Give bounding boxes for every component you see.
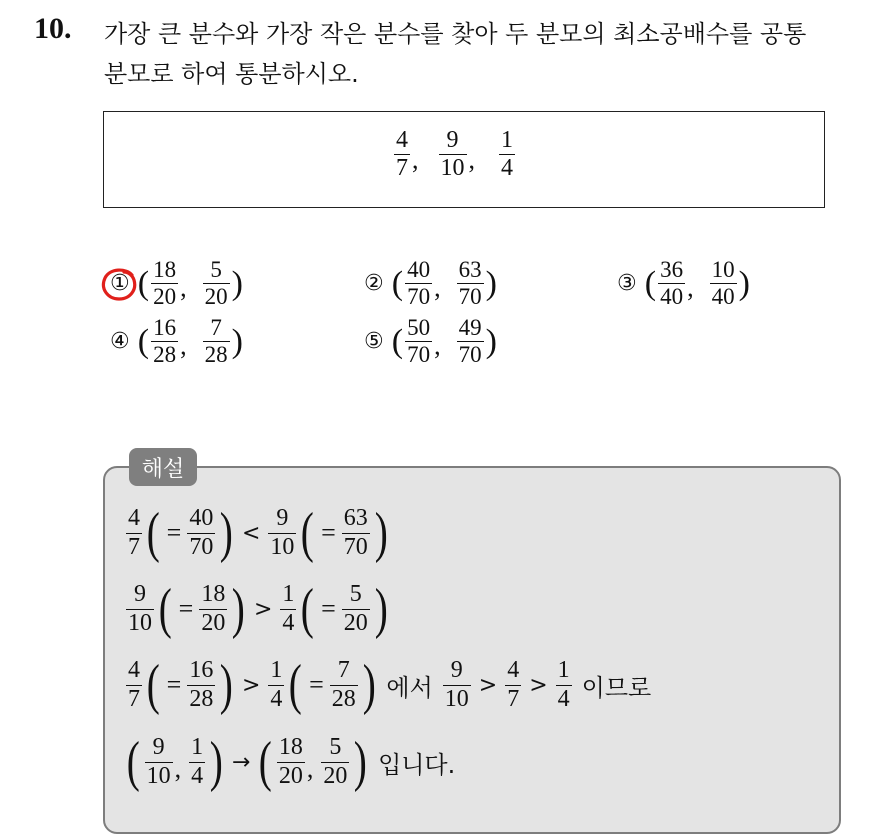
choice-5[interactable]: ⑤ ( $\frac{50}{70}$ , $\frac{49}{70}$ ) <box>364 315 497 368</box>
explanation-line-1: $\frac{4}{7}$ ( = $\frac{40}{70}$ ) < $\frac{9}{10}$ ( = $\frac{63}{70}$ ) <box>128 502 388 564</box>
given-fraction: $\frac{4}{7}$ <box>396 127 408 182</box>
choice-1[interactable]: ① ( $\frac{18}{20}$ , $\frac{5}{20}$ ) <box>110 257 243 310</box>
question-number: 10. <box>34 12 72 45</box>
choice-4[interactable]: ④ ( $\frac{16}{28}$ , $\frac{7}{28}$ ) <box>110 315 243 368</box>
choice-number: ② <box>364 271 384 297</box>
choice-number: ④ <box>110 329 130 355</box>
choice-number: ⑤ <box>364 329 384 355</box>
question-text-line2: 분모로 하여 통분하시오. <box>104 60 359 88</box>
explanation-tab: 해설 <box>129 448 197 486</box>
given-fractions: $\frac{4}{7}$ , $\frac{9}{10}$ , $\frac{1}{4}$ <box>396 127 513 182</box>
choice-2[interactable]: ② ( $\frac{40}{70}$ , $\frac{63}{70}$ ) <box>364 257 497 310</box>
choice-number: ③ <box>617 271 637 297</box>
explanation-line-4: ( $\frac{9}{10}$ , $\frac{1}{4}$ ) → ( $\frac{18}{20}$ , $\frac{5}{20}$ ) 입니다. <box>126 731 456 793</box>
given-fraction: $\frac{1}{4}$ <box>501 127 513 182</box>
choice-number: ① <box>110 271 130 297</box>
given-fraction: $\frac{9}{10}$ <box>440 127 465 182</box>
explanation-line-3: $\frac{4}{7}$ ( = $\frac{16}{28}$ ) > $\frac{1}{4}$ ( = $\frac{7}{28}$ ) 에서 $\frac{9}{10}$ > $\frac{4}{7}$ > $\frac{1}{4}$ 이므로 <box>128 654 652 716</box>
question-text-line1: 가장 큰 분수와 가장 작은 분수를 찾아 두 분모의 최소공배수를 공통 <box>104 20 807 48</box>
explanation-line-2: $\frac{9}{10}$ ( = $\frac{18}{20}$ ) > $\frac{1}{4}$ ( = $\frac{5}{20}$ ) <box>128 578 388 640</box>
choice-3[interactable]: ③ ( $\frac{36}{40}$ , $\frac{10}{40}$ ) <box>617 257 750 310</box>
